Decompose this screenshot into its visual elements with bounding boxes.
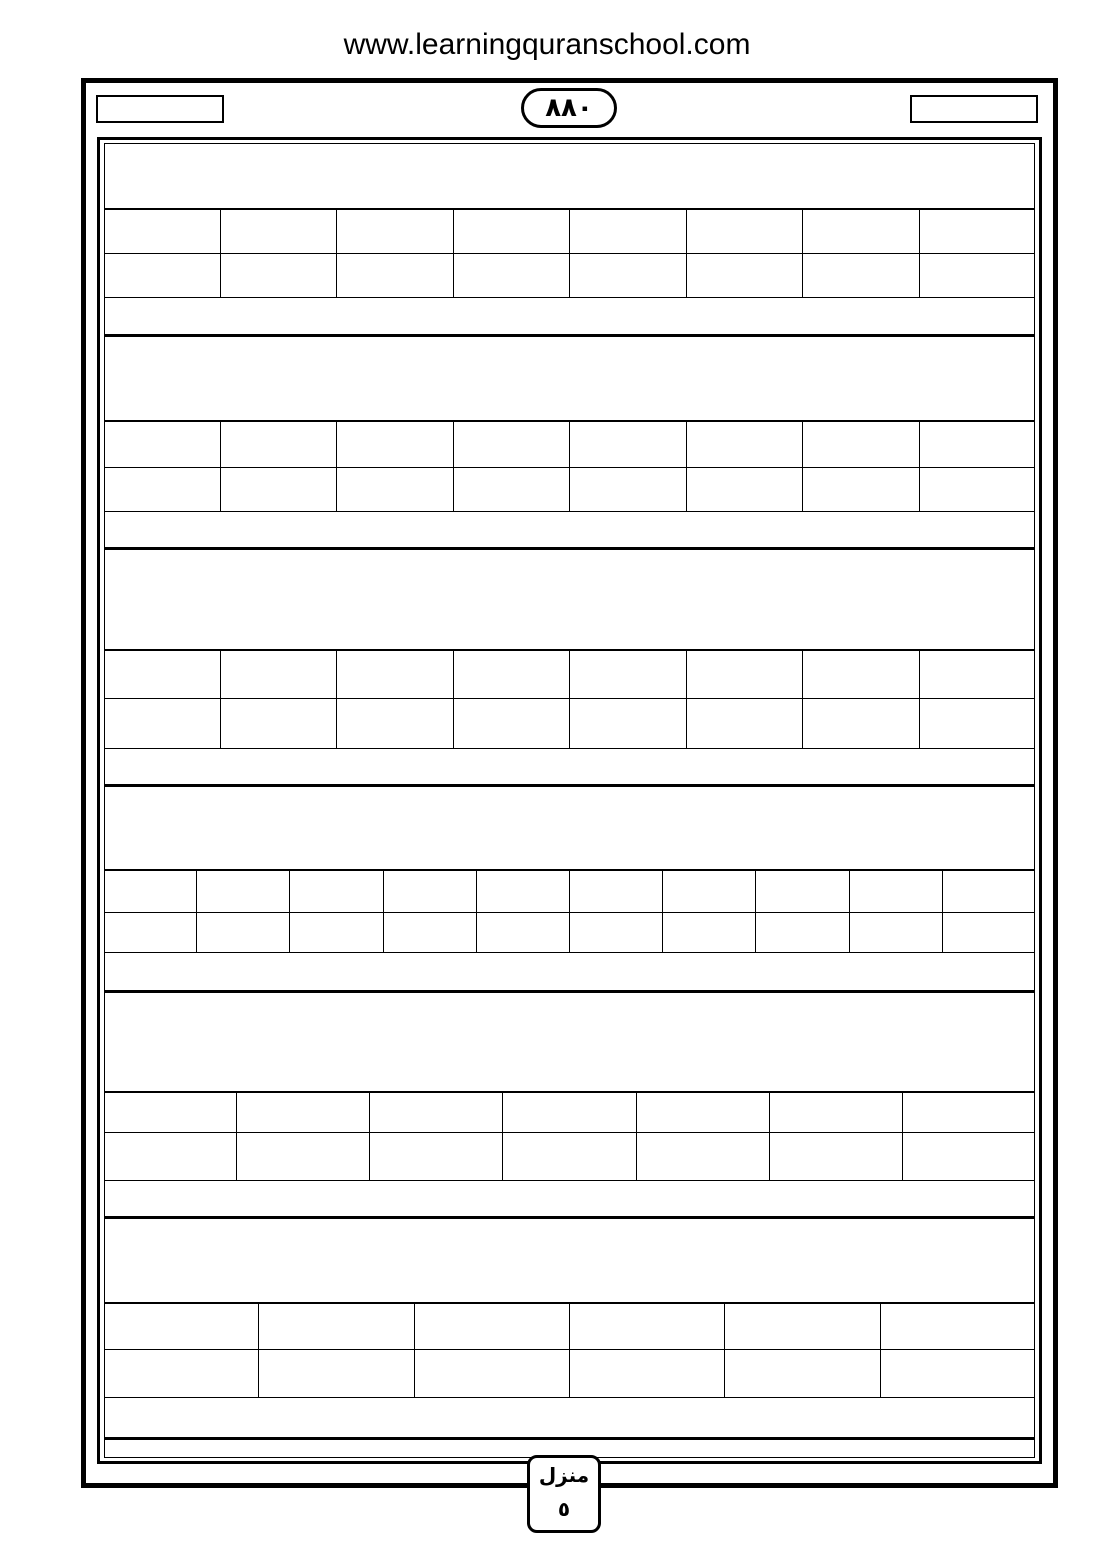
urdu-word-meaning xyxy=(902,1133,1035,1180)
urdu-translation-line xyxy=(104,298,1035,337)
arabic-word xyxy=(336,422,453,467)
arabic-word xyxy=(453,422,570,467)
verse-block xyxy=(104,146,1035,337)
arabic-word xyxy=(196,871,289,912)
urdu-word-meaning xyxy=(414,1350,569,1397)
urdu-word-meaning xyxy=(919,254,1036,297)
arabic-word xyxy=(236,1093,369,1132)
arabic-word xyxy=(414,1304,569,1349)
arabic-word xyxy=(383,871,476,912)
urdu-word-meaning xyxy=(220,699,337,748)
urdu-word-meaning xyxy=(369,1133,502,1180)
arabic-word xyxy=(569,422,686,467)
urdu-word-meaning xyxy=(802,699,919,748)
arabic-word xyxy=(686,210,803,253)
arabic-word xyxy=(849,871,942,912)
verse-block xyxy=(104,550,1035,787)
urdu-word-meaning xyxy=(919,699,1036,748)
urdu-word-meaning xyxy=(220,254,337,297)
urdu-translation-line xyxy=(104,512,1035,550)
urdu-word-meaning xyxy=(802,468,919,511)
surah-label xyxy=(96,95,224,123)
arabic-word xyxy=(258,1304,413,1349)
arabic-word xyxy=(104,1093,236,1132)
arabic-verse-line xyxy=(104,550,1035,651)
word-translation-row xyxy=(104,468,1035,512)
urdu-word-meaning xyxy=(289,913,382,952)
urdu-word-meaning xyxy=(104,699,220,748)
word-row xyxy=(104,210,1035,254)
urdu-word-meaning xyxy=(453,699,570,748)
arabic-word xyxy=(502,1093,635,1132)
urdu-word-meaning xyxy=(104,1133,236,1180)
arabic-word xyxy=(569,651,686,698)
word-translation-row xyxy=(104,254,1035,298)
arabic-word xyxy=(104,651,220,698)
arabic-word xyxy=(769,1093,902,1132)
urdu-word-meaning xyxy=(849,913,942,952)
arabic-word xyxy=(453,651,570,698)
arabic-word xyxy=(636,1093,769,1132)
arabic-word xyxy=(724,1304,879,1349)
urdu-word-meaning xyxy=(755,913,848,952)
arabic-word xyxy=(902,1093,1035,1132)
arabic-word xyxy=(686,422,803,467)
word-row xyxy=(104,422,1035,468)
arabic-word xyxy=(919,422,1036,467)
arabic-word xyxy=(802,422,919,467)
urdu-word-meaning xyxy=(476,913,569,952)
arabic-word xyxy=(104,871,196,912)
arabic-word xyxy=(569,1304,724,1349)
arabic-word xyxy=(336,651,453,698)
arabic-word xyxy=(289,871,382,912)
urdu-word-meaning xyxy=(802,254,919,297)
word-translation-row xyxy=(104,1133,1035,1181)
arabic-word xyxy=(104,1304,258,1349)
verse-block xyxy=(104,1219,1035,1440)
word-row xyxy=(104,1093,1035,1133)
verse-block xyxy=(104,787,1035,993)
page-number: ٨٨٠ xyxy=(521,88,617,128)
arabic-word xyxy=(220,422,337,467)
word-row xyxy=(104,651,1035,699)
urdu-word-meaning xyxy=(942,913,1035,952)
urdu-word-meaning xyxy=(724,1350,879,1397)
arabic-verse-line xyxy=(104,337,1035,422)
manzil-label: منزل xyxy=(538,1463,590,1487)
urdu-word-meaning xyxy=(569,254,686,297)
arabic-word xyxy=(369,1093,502,1132)
arabic-word xyxy=(476,871,569,912)
verse-block xyxy=(104,993,1035,1219)
urdu-word-meaning xyxy=(104,913,196,952)
juz-label xyxy=(910,95,1038,123)
urdu-word-meaning xyxy=(686,468,803,511)
word-row xyxy=(104,871,1035,913)
site-url: www.learningquranschool.com xyxy=(343,28,751,61)
urdu-word-meaning xyxy=(769,1133,902,1180)
word-translation-row xyxy=(104,699,1035,749)
urdu-word-meaning xyxy=(453,468,570,511)
urdu-word-meaning xyxy=(336,468,453,511)
urdu-word-meaning xyxy=(196,913,289,952)
arabic-word xyxy=(220,210,337,253)
urdu-word-meaning xyxy=(662,913,755,952)
urdu-word-meaning xyxy=(220,468,337,511)
urdu-translation-line xyxy=(104,1398,1035,1440)
arabic-word xyxy=(336,210,453,253)
urdu-word-meaning xyxy=(569,699,686,748)
arabic-verse-line xyxy=(104,146,1035,210)
arabic-word xyxy=(755,871,848,912)
arabic-word xyxy=(942,871,1035,912)
urdu-word-meaning xyxy=(236,1133,369,1180)
manzil-number: ٥ xyxy=(557,1497,571,1521)
arabic-word xyxy=(802,210,919,253)
urdu-word-meaning xyxy=(258,1350,413,1397)
urdu-word-meaning xyxy=(636,1133,769,1180)
arabic-verse-line xyxy=(104,993,1035,1093)
urdu-translation-line xyxy=(104,953,1035,993)
arabic-word xyxy=(919,651,1036,698)
arabic-word xyxy=(686,651,803,698)
urdu-word-meaning xyxy=(453,254,570,297)
arabic-verse-line xyxy=(104,787,1035,871)
urdu-word-meaning xyxy=(104,468,220,511)
urdu-word-meaning xyxy=(104,1350,258,1397)
urdu-translation-line xyxy=(104,749,1035,787)
urdu-word-meaning xyxy=(919,468,1036,511)
urdu-word-meaning xyxy=(336,699,453,748)
arabic-word xyxy=(569,871,662,912)
word-translation-row xyxy=(104,1350,1035,1398)
arabic-word xyxy=(104,422,220,467)
urdu-word-meaning xyxy=(336,254,453,297)
urdu-word-meaning xyxy=(569,468,686,511)
word-row xyxy=(104,1304,1035,1350)
arabic-word xyxy=(662,871,755,912)
urdu-word-meaning xyxy=(383,913,476,952)
manzil-badge xyxy=(527,1455,601,1533)
arabic-word xyxy=(802,651,919,698)
word-translation-row xyxy=(104,913,1035,953)
urdu-word-meaning xyxy=(569,913,662,952)
verse-block xyxy=(104,337,1035,550)
urdu-translation-line xyxy=(104,1181,1035,1219)
urdu-word-meaning xyxy=(502,1133,635,1180)
urdu-word-meaning xyxy=(104,254,220,297)
arabic-word xyxy=(569,210,686,253)
arabic-word xyxy=(104,210,220,253)
arabic-word xyxy=(880,1304,1035,1349)
arabic-word xyxy=(220,651,337,698)
arabic-verse-line xyxy=(104,1219,1035,1304)
urdu-word-meaning xyxy=(569,1350,724,1397)
urdu-word-meaning xyxy=(880,1350,1035,1397)
urdu-word-meaning xyxy=(686,254,803,297)
arabic-word xyxy=(453,210,570,253)
arabic-word xyxy=(919,210,1036,253)
urdu-word-meaning xyxy=(686,699,803,748)
